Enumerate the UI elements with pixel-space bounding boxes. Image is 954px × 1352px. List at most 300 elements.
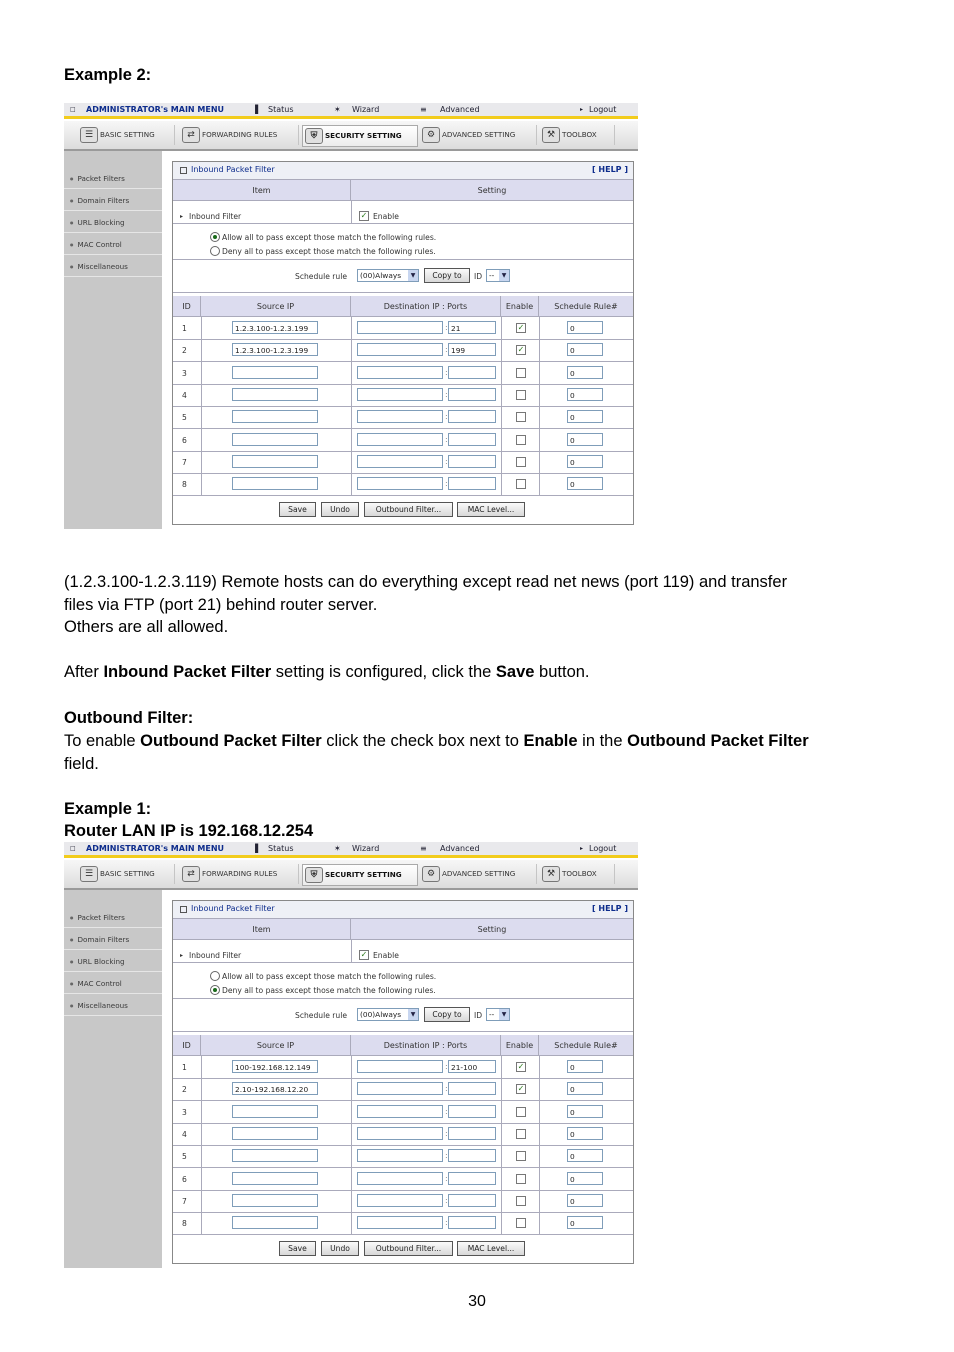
ip-port-separator: : bbox=[445, 456, 448, 466]
destination-ip-input[interactable] bbox=[357, 1127, 443, 1140]
schedule-rule-number-input[interactable]: 0 bbox=[567, 366, 603, 379]
rule-enable-checkbox[interactable] bbox=[516, 390, 526, 400]
undo-button[interactable]: Undo bbox=[321, 502, 359, 517]
column-divider bbox=[351, 1056, 352, 1078]
sidebar bbox=[64, 890, 162, 1268]
outbound-text-mid-2: in the bbox=[577, 732, 628, 750]
toolbox-icon: ⚒ bbox=[542, 127, 560, 143]
destination-port-input[interactable] bbox=[448, 366, 496, 379]
source-ip-input[interactable] bbox=[232, 1149, 318, 1162]
inbound-packet-filter-panel bbox=[172, 161, 634, 525]
source-ip-input[interactable] bbox=[232, 410, 318, 423]
schedule-rule-select[interactable] bbox=[357, 1008, 419, 1021]
column-divider bbox=[539, 429, 540, 451]
schedule-rule-number-input[interactable]: 0 bbox=[567, 1060, 603, 1073]
sidebar bbox=[64, 151, 162, 529]
setting-column-header: Setting bbox=[351, 919, 633, 940]
rule-id: 2 bbox=[182, 346, 187, 356]
column-divider bbox=[501, 1190, 502, 1212]
basic-setting-icon: ☰ bbox=[80, 127, 98, 143]
tab-basic-setting-label: BASIC SETTING bbox=[100, 130, 155, 139]
outbound-filter-button[interactable]: Outbound Filter... bbox=[364, 1241, 453, 1256]
after-text-post: button. bbox=[534, 663, 590, 681]
row-divider bbox=[173, 1078, 633, 1079]
row-arrow-icon: ▸ bbox=[180, 952, 184, 959]
destination-port-input[interactable] bbox=[448, 477, 496, 490]
source-ip-input[interactable]: 1.2.3.100-1.2.3.199 bbox=[232, 321, 318, 334]
enable-label: Enable bbox=[373, 212, 399, 221]
rule-header-schedule-rule: Schedule Rule# bbox=[539, 1035, 633, 1056]
destination-ip-input[interactable] bbox=[357, 1216, 443, 1229]
destination-port-input[interactable] bbox=[448, 410, 496, 423]
column-divider bbox=[539, 406, 540, 428]
destination-port-input[interactable]: 21 bbox=[448, 321, 496, 334]
source-ip-input[interactable] bbox=[232, 1127, 318, 1140]
tab-advanced-setting[interactable] bbox=[420, 864, 537, 884]
ip-port-separator: : bbox=[445, 1084, 448, 1094]
column-divider bbox=[201, 1145, 202, 1167]
tab-advanced-setting[interactable] bbox=[420, 125, 537, 145]
status-link[interactable]: Status bbox=[268, 844, 294, 853]
column-divider bbox=[201, 384, 202, 406]
column-divider bbox=[201, 1212, 202, 1234]
rule-header-enable: Enable bbox=[501, 296, 539, 317]
row-divider bbox=[173, 962, 633, 963]
row-divider bbox=[173, 495, 633, 496]
description-paragraph bbox=[64, 571, 787, 639]
tab-security-setting-label: SECURITY SETTING bbox=[325, 131, 402, 140]
id-select[interactable] bbox=[486, 1008, 510, 1021]
destination-port-input[interactable] bbox=[448, 1194, 496, 1207]
tab-forwarding-rules-label: FORWARDING RULES bbox=[202, 130, 278, 139]
deny-all-radio[interactable] bbox=[210, 246, 220, 256]
destination-port-input[interactable] bbox=[448, 1149, 496, 1162]
source-ip-input[interactable] bbox=[232, 477, 318, 490]
example-2-heading: Example 2: bbox=[64, 66, 152, 84]
row-divider bbox=[173, 1123, 633, 1124]
source-ip-input[interactable]: 2.10-192.168.12.20 bbox=[232, 1082, 318, 1095]
outbound-text-mid-1: click the check box next to bbox=[321, 732, 524, 750]
column-divider bbox=[201, 429, 202, 451]
column-divider bbox=[501, 429, 502, 451]
source-ip-input[interactable] bbox=[232, 1172, 318, 1185]
destination-port-input[interactable] bbox=[448, 1172, 496, 1185]
row-divider bbox=[173, 428, 633, 429]
row-divider bbox=[173, 361, 633, 362]
row-divider bbox=[173, 339, 633, 340]
column-divider bbox=[351, 362, 352, 384]
rule-id: 4 bbox=[182, 390, 187, 400]
advanced-setting-icon: ⚙ bbox=[422, 127, 440, 143]
schedule-rule-number-input[interactable]: 0 bbox=[567, 1194, 603, 1207]
inbound-filter-enable-checkbox[interactable]: ✓ bbox=[360, 211, 368, 220]
rule-enable-checkbox[interactable] bbox=[516, 435, 526, 445]
toolbox-icon: ⚒ bbox=[542, 866, 560, 882]
column-divider bbox=[201, 1056, 202, 1078]
destination-ip-input[interactable] bbox=[357, 1172, 443, 1185]
column-divider bbox=[539, 1168, 540, 1190]
column-divider bbox=[539, 317, 540, 339]
schedule-rule-number-input[interactable]: 0 bbox=[567, 1216, 603, 1229]
column-divider bbox=[501, 451, 502, 473]
rule-header-id: ID bbox=[173, 296, 201, 317]
rule-id: 8 bbox=[182, 480, 187, 490]
tab-toolbox-label: TOOLBOX bbox=[562, 130, 597, 139]
rule-header-source-ip: Source IP bbox=[201, 296, 351, 317]
column-divider bbox=[501, 362, 502, 384]
mac-level-button[interactable]: MAC Level... bbox=[457, 1241, 525, 1256]
outbound-text-bold-1: Outbound Packet Filter bbox=[140, 732, 322, 750]
panel-title-square-icon bbox=[180, 906, 187, 913]
copy-to-button[interactable]: Copy to bbox=[424, 268, 470, 283]
rule-enable-checkbox[interactable] bbox=[516, 479, 526, 489]
source-ip-input[interactable] bbox=[232, 1194, 318, 1207]
destination-port-input[interactable] bbox=[448, 388, 496, 401]
destination-ip-input[interactable] bbox=[357, 1082, 443, 1095]
destination-ip-input[interactable] bbox=[357, 343, 443, 356]
column-divider bbox=[351, 1101, 352, 1123]
destination-port-input[interactable] bbox=[448, 455, 496, 468]
column-divider bbox=[539, 384, 540, 406]
rule-header-enable: Enable bbox=[501, 1035, 539, 1056]
rule-id: 5 bbox=[182, 1152, 187, 1162]
destination-ip-input[interactable] bbox=[357, 1060, 443, 1073]
source-ip-input[interactable] bbox=[232, 388, 318, 401]
advanced-icon: ≡ bbox=[420, 105, 427, 114]
setting-column-header: Setting bbox=[351, 180, 633, 201]
outbound-text-post: field. bbox=[64, 754, 99, 773]
advanced-link[interactable]: Advanced bbox=[440, 844, 480, 853]
deny-all-label: Deny all to pass except those match the following rules. bbox=[222, 986, 436, 995]
rule-enable-checkbox[interactable]: ✓ bbox=[517, 1084, 525, 1094]
source-ip-input[interactable]: 1.2.3.100-1.2.3.199 bbox=[232, 343, 318, 356]
advanced-link[interactable]: Advanced bbox=[440, 105, 480, 114]
source-ip-input[interactable] bbox=[232, 433, 318, 446]
column-divider bbox=[351, 473, 352, 495]
schedule-rule-number-input[interactable]: 0 bbox=[567, 410, 603, 423]
column-divider bbox=[539, 1212, 540, 1234]
wizard-link[interactable]: Wizard bbox=[352, 105, 380, 114]
menu-square-icon: □ bbox=[70, 845, 76, 852]
tab-forwarding-rules[interactable] bbox=[180, 864, 299, 884]
column-divider bbox=[501, 1145, 502, 1167]
column-divider bbox=[501, 1212, 502, 1234]
column-divider bbox=[501, 1123, 502, 1145]
enable-label: Enable bbox=[373, 951, 399, 960]
setting-divider bbox=[351, 940, 352, 962]
top-menu-bar bbox=[64, 842, 638, 858]
tab-forwarding-rules-label: FORWARDING RULES bbox=[202, 869, 278, 878]
destination-port-input[interactable] bbox=[448, 1082, 496, 1095]
after-paragraph bbox=[64, 661, 590, 684]
sidebar-item-mac-control[interactable]: ● MAC Control bbox=[64, 974, 162, 994]
rule-id: 4 bbox=[182, 1129, 187, 1139]
column-divider bbox=[351, 1078, 352, 1100]
save-button[interactable]: Save bbox=[279, 1241, 316, 1256]
ip-port-separator: : bbox=[445, 1106, 448, 1116]
example-1-heading: Example 1: bbox=[64, 800, 152, 818]
destination-ip-input[interactable] bbox=[357, 433, 443, 446]
rule-enable-checkbox[interactable]: ✓ bbox=[517, 345, 525, 355]
save-button[interactable]: Save bbox=[279, 502, 316, 517]
forwarding-rules-icon: ⇄ bbox=[182, 127, 200, 143]
rule-enable-checkbox[interactable] bbox=[516, 1151, 526, 1161]
schedule-rule-number-input[interactable]: 0 bbox=[567, 388, 603, 401]
allow-all-radio[interactable] bbox=[210, 232, 220, 242]
column-divider bbox=[201, 1078, 202, 1100]
destination-port-input[interactable] bbox=[448, 433, 496, 446]
outbound-text-bold-3: Outbound Packet Filter bbox=[627, 732, 809, 750]
rule-id: 7 bbox=[182, 1196, 187, 1206]
destination-port-input[interactable]: 199 bbox=[448, 343, 496, 356]
column-divider bbox=[351, 1190, 352, 1212]
main-tab-bar bbox=[64, 121, 638, 151]
schedule-rule-number-input[interactable]: 0 bbox=[567, 1082, 603, 1095]
column-divider bbox=[351, 1123, 352, 1145]
rule-enable-checkbox[interactable] bbox=[516, 1218, 526, 1228]
inbound-filter-enable-checkbox[interactable]: ✓ bbox=[360, 950, 368, 959]
advanced-icon: ≡ bbox=[420, 844, 427, 853]
basic-setting-icon: ☰ bbox=[80, 866, 98, 882]
source-ip-input[interactable] bbox=[232, 455, 318, 468]
rule-id: 8 bbox=[182, 1219, 187, 1229]
destination-ip-input[interactable] bbox=[357, 1194, 443, 1207]
rule-enable-checkbox[interactable]: ✓ bbox=[517, 1062, 525, 1071]
chevron-down-icon: ▼ bbox=[408, 1009, 418, 1020]
source-ip-input[interactable] bbox=[232, 366, 318, 379]
sidebar-item-packet-filters[interactable]: ● Packet Filters bbox=[64, 908, 162, 928]
ip-port-separator: : bbox=[445, 1151, 448, 1161]
id-label: ID bbox=[474, 272, 483, 281]
sidebar-item-mac-control[interactable]: ● MAC Control bbox=[64, 235, 162, 255]
tab-security-setting-label: SECURITY SETTING bbox=[325, 870, 402, 879]
rule-header-id: ID bbox=[173, 1035, 201, 1056]
ip-port-separator: : bbox=[445, 389, 448, 399]
router-screenshot-example-1 bbox=[64, 842, 638, 1268]
destination-ip-input[interactable] bbox=[357, 366, 443, 379]
rule-enable-checkbox[interactable] bbox=[516, 1107, 526, 1117]
rule-header-schedule-rule: Schedule Rule# bbox=[539, 296, 633, 317]
undo-button[interactable]: Undo bbox=[321, 1241, 359, 1256]
tab-security-setting[interactable] bbox=[302, 125, 418, 147]
row-divider bbox=[173, 1212, 633, 1213]
column-divider bbox=[201, 1168, 202, 1190]
ip-port-separator: : bbox=[445, 1195, 448, 1205]
status-link[interactable]: Status bbox=[268, 105, 294, 114]
deny-all-label: Deny all to pass except those match the following rules. bbox=[222, 247, 436, 256]
source-ip-input[interactable] bbox=[232, 1216, 318, 1229]
rule-enable-checkbox[interactable]: ✓ bbox=[517, 323, 525, 332]
panel-title-bar bbox=[173, 901, 633, 919]
column-divider bbox=[539, 1123, 540, 1145]
ip-port-separator: : bbox=[445, 1128, 448, 1138]
column-divider bbox=[501, 1056, 502, 1078]
help-link[interactable]: [ HELP ] bbox=[591, 904, 628, 913]
column-divider bbox=[351, 384, 352, 406]
schedule-rule-value: (00)Always bbox=[360, 1010, 402, 1019]
router-lan-ip-heading: Router LAN IP is 192.168.12.254 bbox=[64, 822, 314, 840]
copy-to-button[interactable]: Copy to bbox=[424, 1007, 470, 1022]
rule-enable-checkbox[interactable] bbox=[516, 1196, 526, 1206]
column-divider bbox=[201, 1123, 202, 1145]
destination-ip-input[interactable] bbox=[357, 1149, 443, 1162]
tab-basic-setting[interactable] bbox=[78, 125, 175, 145]
column-divider bbox=[501, 384, 502, 406]
rule-enable-checkbox[interactable] bbox=[516, 1129, 526, 1139]
column-divider bbox=[501, 473, 502, 495]
row-divider bbox=[173, 473, 633, 474]
sidebar-item-url-blocking[interactable]: ● URL Blocking bbox=[64, 952, 162, 972]
column-divider bbox=[351, 451, 352, 473]
schedule-rule-number-input[interactable]: 0 bbox=[567, 321, 603, 334]
column-divider bbox=[539, 1078, 540, 1100]
source-ip-input[interactable] bbox=[232, 1105, 318, 1118]
sidebar-item-packet-filters[interactable]: ● Packet Filters bbox=[64, 169, 162, 189]
destination-ip-input[interactable] bbox=[357, 388, 443, 401]
tab-forwarding-rules[interactable] bbox=[180, 125, 299, 145]
chevron-down-icon: ▼ bbox=[499, 1009, 509, 1020]
menu-square-icon: □ bbox=[70, 106, 76, 113]
help-link[interactable]: [ HELP ] bbox=[591, 165, 628, 174]
advanced-setting-icon: ⚙ bbox=[422, 866, 440, 882]
panel-title-bar bbox=[173, 162, 633, 180]
ip-port-separator: : bbox=[445, 1173, 448, 1183]
rule-enable-checkbox[interactable] bbox=[516, 368, 526, 378]
schedule-rule-number-input[interactable]: 0 bbox=[567, 433, 603, 446]
sidebar-item-miscellaneous[interactable]: ● Miscellaneous bbox=[64, 996, 162, 1016]
sidebar-item-domain-filters[interactable]: ● Domain Filters bbox=[64, 930, 162, 950]
rule-id: 3 bbox=[182, 368, 187, 378]
schedule-rule-number-input[interactable]: 0 bbox=[567, 1149, 603, 1162]
destination-ip-input[interactable] bbox=[357, 455, 443, 468]
rule-header-destination-ip-ports: Destination IP : Ports bbox=[351, 1035, 501, 1056]
ip-port-separator: : bbox=[445, 434, 448, 444]
wizard-link[interactable]: Wizard bbox=[352, 844, 380, 853]
destination-ip-input[interactable] bbox=[357, 321, 443, 334]
tab-advanced-setting-label: ADVANCED SETTING bbox=[442, 130, 516, 139]
outbound-filter-button[interactable]: Outbound Filter... bbox=[364, 502, 453, 517]
column-divider bbox=[351, 317, 352, 339]
rule-id: 1 bbox=[182, 324, 187, 333]
schedule-rule-label: Schedule rule bbox=[295, 272, 348, 281]
rule-enable-checkbox[interactable] bbox=[516, 457, 526, 467]
schedule-rule-select[interactable] bbox=[357, 269, 419, 282]
schedule-rule-number-input[interactable]: 0 bbox=[567, 455, 603, 468]
deny-all-radio[interactable] bbox=[210, 985, 220, 995]
after-text-mid: setting is configured, click the bbox=[271, 663, 496, 681]
row-divider bbox=[173, 259, 633, 260]
row-divider bbox=[173, 1031, 633, 1032]
source-ip-input[interactable]: 100-192.168.12.149 bbox=[232, 1060, 318, 1073]
description-line-1: (1.2.3.100-1.2.3.119) Remote hosts can do everything except read net news (port 119) and transfer bbox=[64, 573, 788, 591]
rule-id: 1 bbox=[182, 1063, 187, 1072]
logout-arrow-icon: ▸ bbox=[580, 845, 584, 852]
destination-ip-input[interactable] bbox=[357, 410, 443, 423]
column-divider bbox=[539, 1056, 540, 1078]
item-column-header: Item bbox=[173, 919, 351, 940]
mac-level-button[interactable]: MAC Level... bbox=[457, 502, 525, 517]
destination-port-input[interactable]: 21-100 bbox=[448, 1060, 496, 1073]
column-divider bbox=[201, 473, 202, 495]
rule-enable-checkbox[interactable] bbox=[516, 1174, 526, 1184]
row-divider bbox=[173, 384, 633, 385]
column-divider bbox=[539, 1190, 540, 1212]
schedule-rule-number-input[interactable]: 0 bbox=[567, 477, 603, 490]
row-divider bbox=[173, 998, 633, 999]
column-divider bbox=[201, 339, 202, 361]
row-divider bbox=[173, 292, 633, 293]
column-divider bbox=[201, 406, 202, 428]
tab-toolbox-label: TOOLBOX bbox=[562, 869, 597, 878]
rule-id: 3 bbox=[182, 1107, 187, 1117]
tab-security-setting[interactable] bbox=[302, 864, 418, 886]
sidebar-item-domain-filters[interactable]: ● Domain Filters bbox=[64, 191, 162, 211]
column-divider bbox=[201, 451, 202, 473]
id-select[interactable] bbox=[486, 269, 510, 282]
rule-id: 6 bbox=[182, 435, 187, 445]
column-divider bbox=[351, 406, 352, 428]
admin-main-menu-link[interactable]: ADMINISTRATOR's MAIN MENU bbox=[86, 844, 225, 853]
allow-all-radio[interactable] bbox=[210, 971, 220, 981]
destination-ip-input[interactable] bbox=[357, 477, 443, 490]
top-menu-bar bbox=[64, 103, 638, 119]
status-icon: ▐ bbox=[252, 844, 259, 853]
schedule-rule-value: (00)Always bbox=[360, 271, 402, 280]
logout-link[interactable]: Logout bbox=[589, 105, 617, 114]
schedule-rule-number-input[interactable]: 0 bbox=[567, 343, 603, 356]
column-divider bbox=[539, 1101, 540, 1123]
destination-port-input[interactable] bbox=[448, 1216, 496, 1229]
tab-advanced-setting-label: ADVANCED SETTING bbox=[442, 869, 516, 878]
security-setting-icon: ⛨ bbox=[305, 867, 323, 883]
inbound-filter-label: Inbound Filter bbox=[189, 951, 242, 960]
column-divider bbox=[501, 1101, 502, 1123]
sidebar-item-miscellaneous[interactable]: ● Miscellaneous bbox=[64, 257, 162, 277]
sidebar-item-url-blocking[interactable]: ● URL Blocking bbox=[64, 213, 162, 233]
schedule-rule-number-input[interactable]: 0 bbox=[567, 1105, 603, 1118]
destination-ip-input[interactable] bbox=[357, 1105, 443, 1118]
column-divider bbox=[201, 317, 202, 339]
tab-toolbox[interactable] bbox=[540, 125, 615, 145]
wizard-icon: ✶ bbox=[334, 105, 341, 114]
destination-port-input[interactable] bbox=[448, 1127, 496, 1140]
panel-title: Inbound Packet Filter bbox=[191, 165, 275, 174]
column-divider bbox=[351, 1212, 352, 1234]
schedule-rule-number-input[interactable]: 0 bbox=[567, 1127, 603, 1140]
tab-basic-setting[interactable] bbox=[78, 864, 175, 884]
item-column-header: Item bbox=[173, 180, 351, 201]
rule-header-destination-ip-ports: Destination IP : Ports bbox=[351, 296, 501, 317]
column-divider bbox=[539, 473, 540, 495]
column-divider bbox=[501, 406, 502, 428]
ip-port-separator: : bbox=[445, 323, 448, 332]
ip-port-separator: : bbox=[445, 412, 448, 422]
tab-toolbox[interactable] bbox=[540, 864, 615, 884]
schedule-rule-number-input[interactable]: 0 bbox=[567, 1172, 603, 1185]
column-divider bbox=[539, 339, 540, 361]
tab-basic-setting-label: BASIC SETTING bbox=[100, 869, 155, 878]
admin-main-menu-link[interactable]: ADMINISTRATOR's MAIN MENU bbox=[86, 105, 225, 114]
logout-link[interactable]: Logout bbox=[589, 844, 617, 853]
column-divider bbox=[351, 339, 352, 361]
row-divider bbox=[173, 1190, 633, 1191]
column-divider bbox=[201, 1190, 202, 1212]
inbound-packet-filter-panel bbox=[172, 900, 634, 1264]
destination-port-input[interactable] bbox=[448, 1105, 496, 1118]
rule-enable-checkbox[interactable] bbox=[516, 412, 526, 422]
column-divider bbox=[501, 1168, 502, 1190]
logout-arrow-icon: ▸ bbox=[580, 106, 584, 113]
